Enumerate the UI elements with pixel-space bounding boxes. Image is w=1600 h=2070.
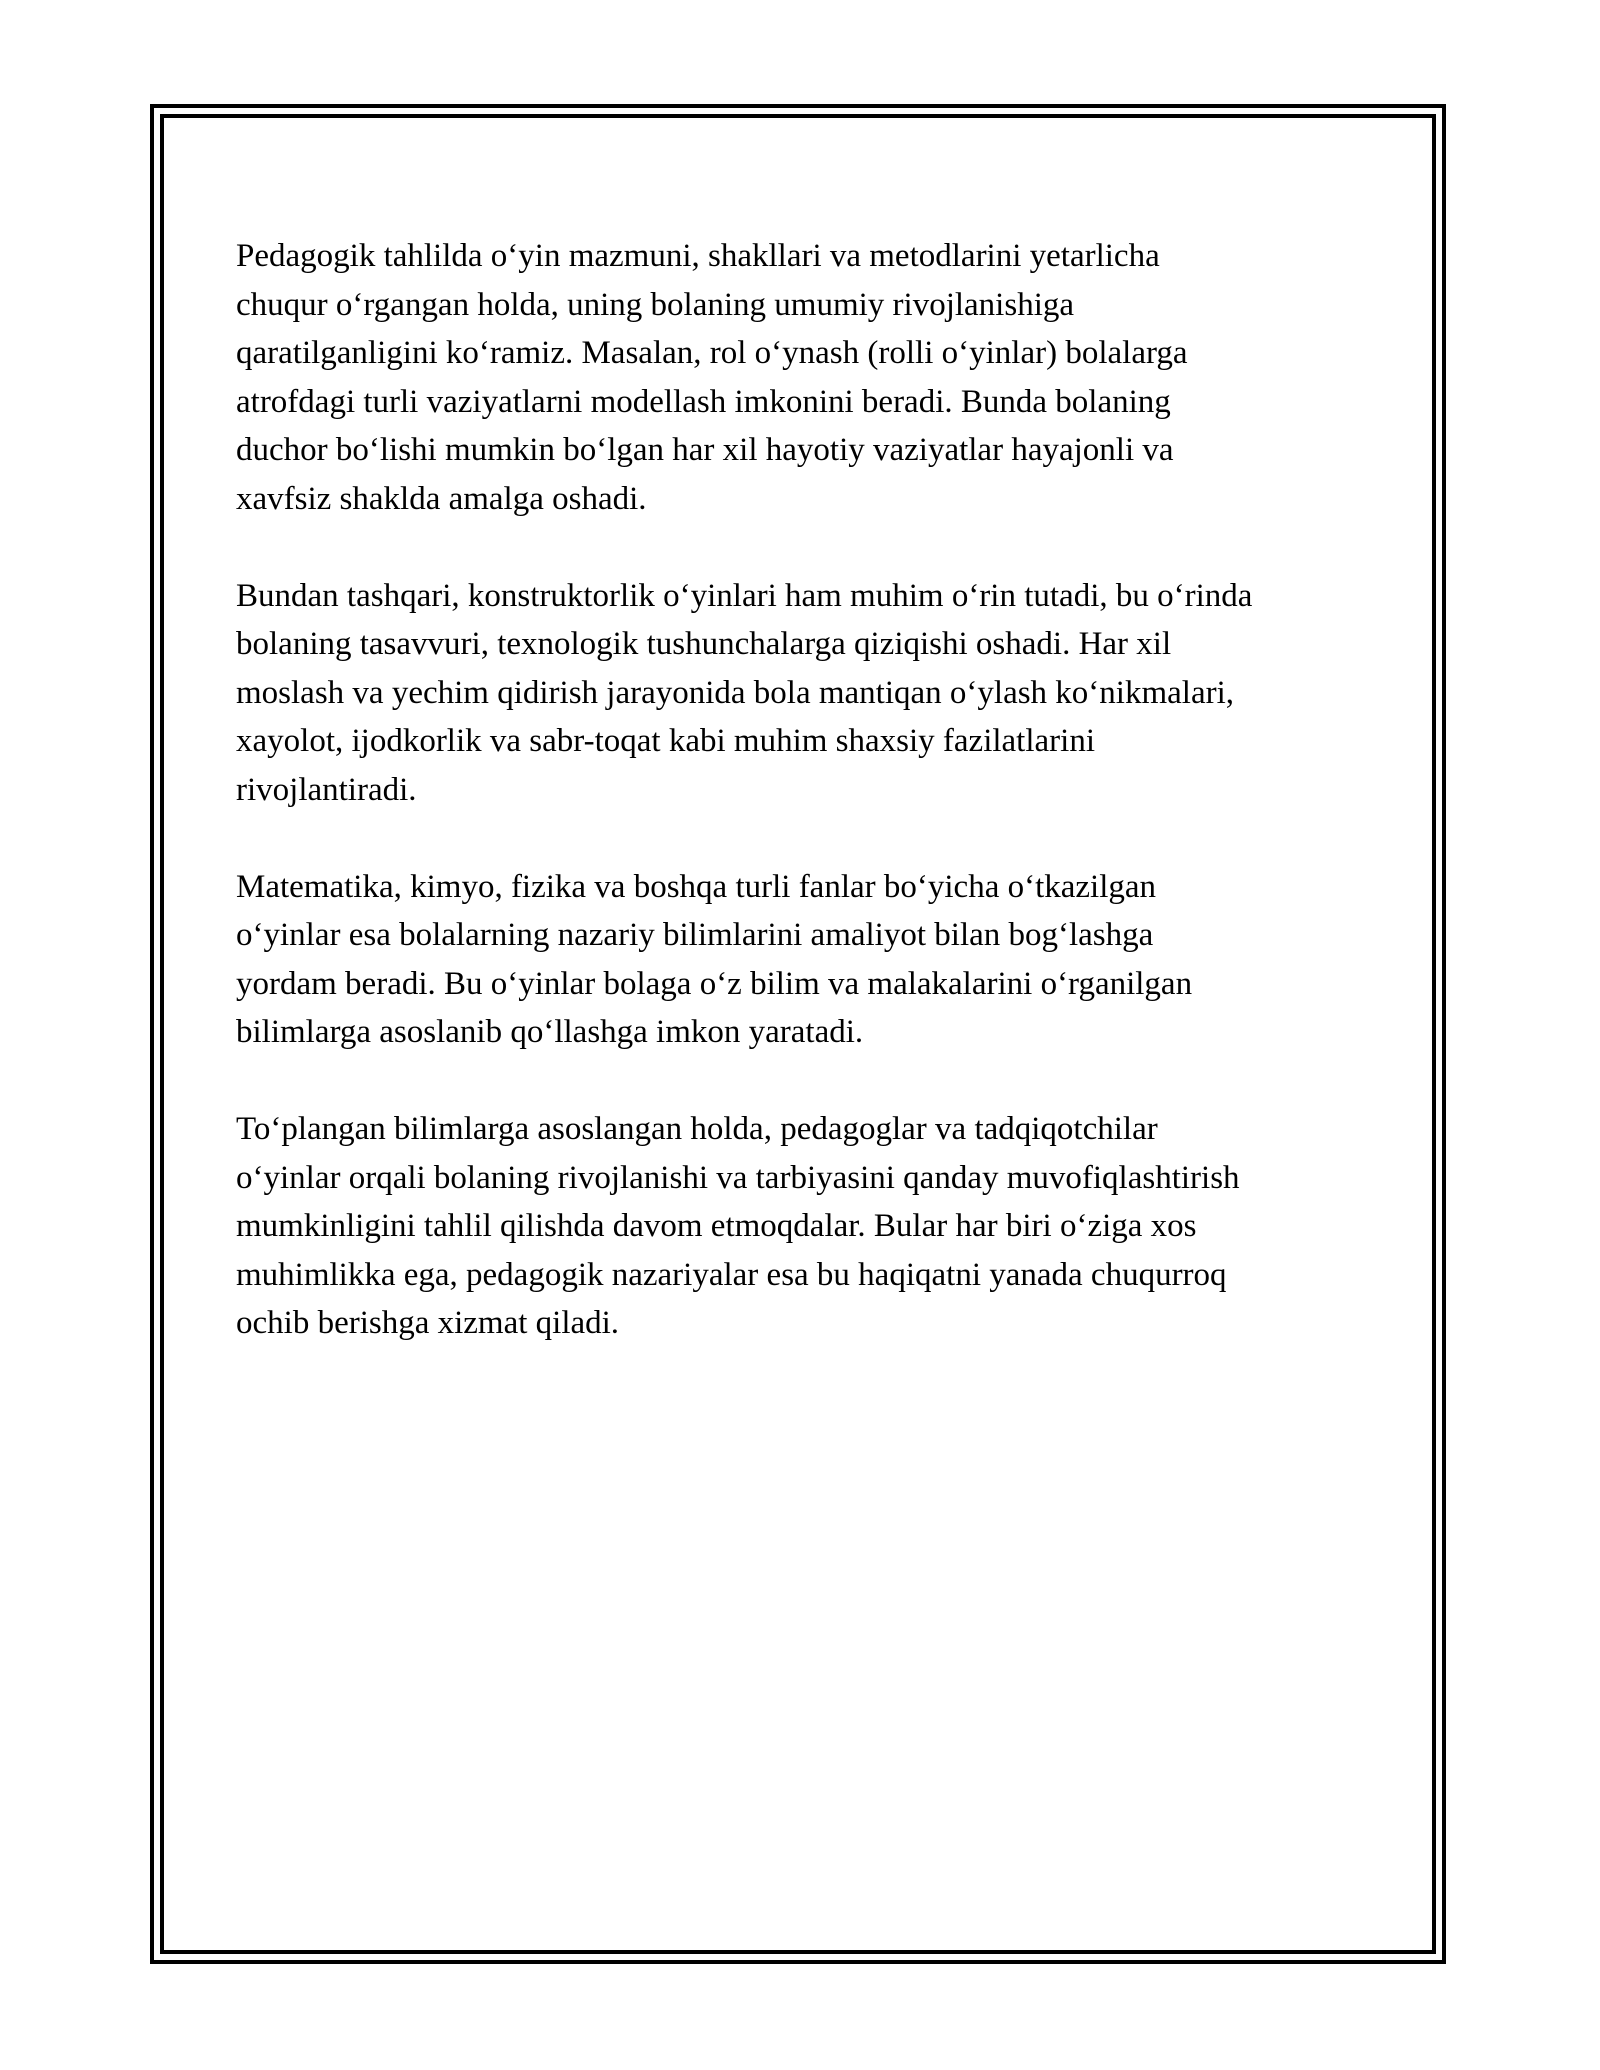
- text-line: chuqur o‘rgangan holda, uning bolaning umumiy rivojlanishiga: [236, 286, 1075, 323]
- text-line: xavfsiz shakldа amalga oshadi.: [236, 480, 647, 517]
- text-line: qaratilganligini ko‘ramiz. Masalan, rol o‘ynash (rolli o‘yinlar) bolalarga: [236, 335, 1188, 371]
- text-line: o‘yinlar esa bolalarning nazariy bilimlarini amaliyot bilan bog‘lashga: [236, 917, 1154, 953]
- text-line: muhimlikka ega, pedagogik nazariyalar esa bu haqiqatni yanada chuqurroq: [236, 1256, 1227, 1293]
- text-line: o‘yinlar orqali bolaning rivojlanishi va tarbiyasini qanday muvofiqlashtirish: [236, 1159, 1240, 1196]
- text-line: moslash va yechim qidirish jarayonida bola mantiqan o‘ylash ko‘nikmalari,: [236, 674, 1235, 711]
- text-line: bilimlarga asoslanib qo‘llashga imkon yaratadi.: [236, 1014, 864, 1050]
- text-line: To‘plangan bilimlarga asoslangan holda, pedagoglar va tadqiqotchilar: [236, 1111, 1158, 1147]
- text-line: rivojlantiradi.: [236, 771, 417, 808]
- text-line: mumkinligini tahlil qilishda davom etmoqdalar. Bular har biri o‘ziga xos: [236, 1208, 1197, 1244]
- paragraph-4: [236, 1105, 1376, 1348]
- text-line: xayolot, ijodkorlik va sabr-toqat kabi muhim shaxsiy fazilatlarini: [236, 723, 1095, 759]
- text-line: Bundan tashqari, konstruktorlik o‘yinlari ham muhim o‘rin tutadi, bu o‘rinda: [236, 577, 1253, 614]
- document-body: [236, 232, 1376, 1396]
- text-line: yordam beradi. Bu o‘yinlar bolaga o‘z bilim va malakalarini o‘rganilgan: [236, 965, 1193, 1002]
- text-line: duchor bo‘lishi mumkin bo‘lgan har xil hayotiy vaziyatlar hayajonli va: [236, 432, 1174, 468]
- text-line: ochib berishga xizmat qiladi.: [236, 1305, 620, 1341]
- text-line: bolaning tasavvuri, texnologik tushunchalarga qiziqishi oshadi. Har xil: [236, 626, 1172, 662]
- text-line: Matematika, kimyo, fizika va boshqa turli fanlar bo‘yicha o‘tkazilgan: [236, 868, 1157, 905]
- paragraph-1: [236, 232, 1376, 523]
- paragraph-3: [236, 863, 1376, 1057]
- text-line: atrofdagi turli vaziyatlarni modellash imkonini beradi. Bunda bolaning: [236, 383, 1171, 420]
- text-line: Pedagogik tahlilda o‘yin mazmuni, shakllari va metodlarini yetarlicha: [236, 238, 1160, 274]
- paragraph-2: [236, 572, 1376, 815]
